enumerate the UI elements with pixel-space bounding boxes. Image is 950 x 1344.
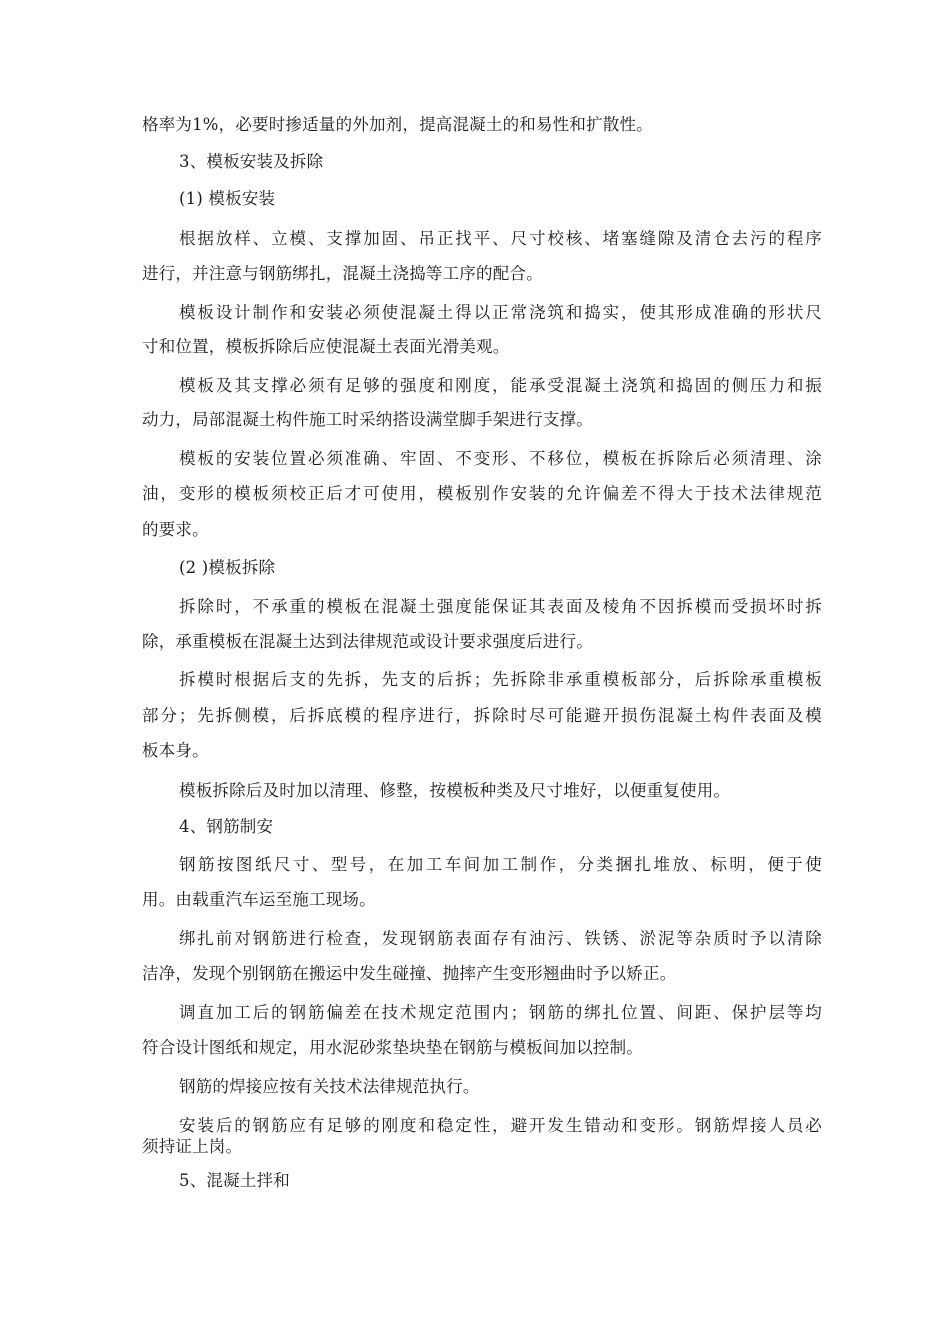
- text-line: 用。由载重汽车运至施工现场。: [142, 890, 376, 909]
- section-heading: 4、钢筋制安: [179, 817, 274, 836]
- text-line: 洁净，发现个别钢筋在搬运中发生碰撞、抛摔产生变形翘曲时予以矫正。: [142, 964, 677, 983]
- text-line: 模板及其支撑必须有足够的强度和刚度，能承受混凝土浇筑和捣固的侧压力和振: [179, 376, 822, 395]
- text-line: 根据放样、立模、支撑加固、吊正找平、尺寸校核、堵塞缝隙及清仓去污的程序: [179, 229, 822, 248]
- text-line: 寸和位置，模板拆除后应使混凝土表面光滑美观。: [142, 337, 510, 356]
- text-line: 模板拆除后及时加以清理、修整，按模板种类及尺寸堆好，以便重复使用。: [179, 781, 731, 800]
- subsection-heading: (1) 模板安装: [179, 189, 276, 208]
- subsection-heading: (2 )模板拆除: [179, 558, 276, 577]
- text-line: 部分；先拆侧模，后拆底模的程序进行，拆除时尽可能避开损伤混凝土构件表面及模: [142, 706, 822, 725]
- section-heading: 5、混凝土拌和: [179, 1171, 290, 1190]
- text-line: 拆模时根据后支的先拆，先支的后拆；先拆除非承重模板部分，后拆除承重模板: [179, 670, 822, 689]
- text-line: 除，承重模板在混凝土达到法律规范或设计要求强度后进行。: [142, 632, 593, 651]
- text-line: 油，变形的模板须校正后才可使用，模板别作安装的允许偏差不得大于技术法律规范: [142, 484, 822, 503]
- text-line: 模板的安装位置必须准确、牢固、不变形、不移位，模板在拆除后必须清理、涂: [179, 449, 822, 468]
- text-line: 符合设计图纸和规定，用水泥砂浆垫块垫在钢筋与模板间加以控制。: [142, 1038, 643, 1057]
- text-line: 进行，并注意与钢筋绑扎，混凝土浇捣等工序的配合。: [142, 264, 543, 283]
- text-line: 安装后的钢筋应有足够的刚度和稳定性，避开发生错动和变形。钢筋焊接人员必: [179, 1116, 822, 1135]
- text-line: 绑扎前对钢筋进行检查，发现钢筋表面存有油污、铁锈、淤泥等杂质时予以清除: [179, 929, 822, 948]
- section-heading: 3、模板安装及拆除: [179, 152, 324, 171]
- text-line: 调直加工后的钢筋偏差在技术规定范围内；钢筋的绑扎位置、间距、保护层等均: [179, 1003, 822, 1022]
- text-line: 钢筋按图纸尺寸、型号，在加工车间加工制作，分类捆扎堆放、标明，便于使: [179, 855, 822, 874]
- text-line: 拆除时，不承重的模板在混凝土强度能保证其表面及棱角不因拆模而受损坏时拆: [179, 597, 822, 616]
- text-line: 动力，局部混凝土构件施工时采纳搭设满堂脚手架进行支撑。: [142, 410, 593, 429]
- text-line: 板本身。: [142, 741, 209, 760]
- text-line: 须持证上岗。: [142, 1137, 243, 1156]
- text-line: 的要求。: [142, 520, 209, 539]
- text-line: 模板设计制作和安装必须使混凝土得以正常浇筑和捣实，使其形成准确的形状尺: [179, 303, 822, 322]
- text-line: 格率为1%，必要时掺适量的外加剂，提高混凝土的和易性和扩散性。: [142, 115, 653, 134]
- text-line: 钢筋的焊接应按有关技术法律规范执行。: [179, 1077, 480, 1096]
